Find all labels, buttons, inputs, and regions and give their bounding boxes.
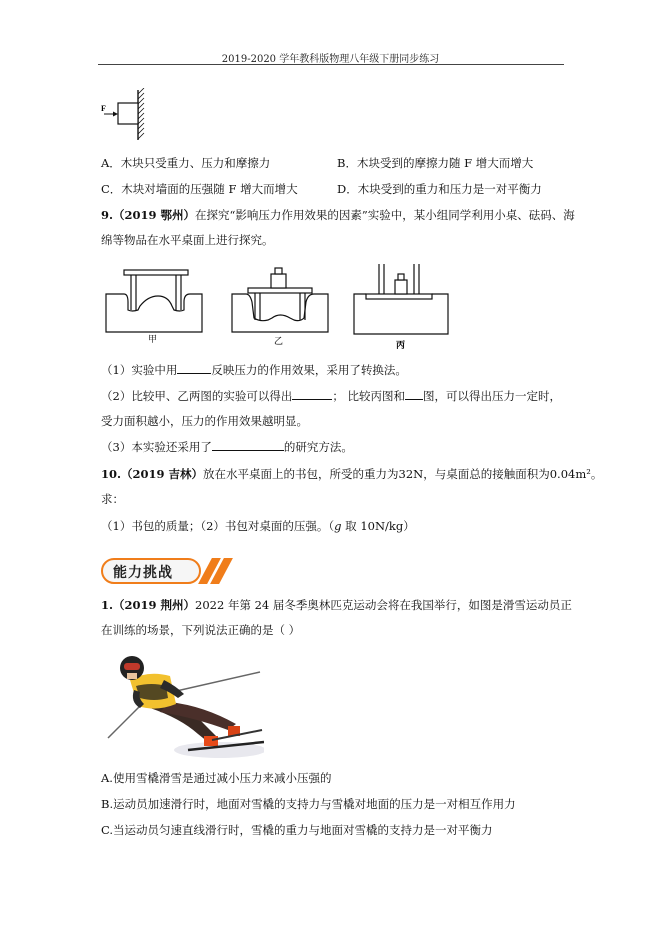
q9-source: （2019 鄂州） <box>113 208 196 222</box>
figure-label-bing: 丙 <box>396 341 406 351</box>
q8-option-b: B．木块受到的摩擦力随 F 增大而增大 <box>337 156 534 170</box>
q10-stem-line1 <box>101 466 602 482</box>
q10-text1: 放在水平桌面上的书包，所受的重力为32N，与桌面总的接触面积为0.04m²。 <box>203 467 603 481</box>
q8-option-c: C．木块对墙面的压强随 F 增大而增大 <box>101 182 298 196</box>
figure-jia <box>106 270 202 332</box>
q9-blank2 <box>292 388 332 400</box>
q9-sub3-suffix: 的研究方法。 <box>283 440 353 454</box>
q9-number: 9. <box>101 208 114 222</box>
c1-stem-line2: 在训练的场景，下列说法正确的是（ ） <box>101 623 301 637</box>
q10-sub-prefix: （1）书包的质量；（2）书包对桌面的压强。（ <box>101 519 335 533</box>
q9-sub3 <box>101 439 353 455</box>
figure-bing <box>354 264 448 334</box>
page-header: 2019-2020 学年教科版物理八年级下册同步练习 <box>221 54 440 65</box>
q9-blank4 <box>212 439 284 451</box>
header-rule <box>98 64 564 65</box>
q9-stem-line2: 绵等物品在水平桌面上进行探究。 <box>101 233 274 247</box>
section-badge <box>101 556 233 586</box>
sponge-experiment-figure <box>104 262 456 354</box>
q10-stem-line2: 求： <box>101 492 124 506</box>
q9-sub2 <box>101 388 561 404</box>
q9-sub2-line2: 受力面积越小，压力的作用效果越明显。 <box>101 414 308 428</box>
skier-photo <box>100 646 264 758</box>
q8-option-a: A．木块只受重力、压力和摩擦力 <box>101 156 271 170</box>
c1-option-a: A.使用雪橇滑雪是通过减小压力来减小压强的 <box>101 771 332 785</box>
wall-block-figure <box>96 88 158 142</box>
q9-text1: 在探究“影响压力作用效果的因素”实验中，某小组同学利用小桌、砝码、海 <box>195 208 575 222</box>
q10-subquestions <box>101 518 415 534</box>
q9-blank1 <box>177 362 211 374</box>
section-title: 能力挑战 <box>113 565 173 581</box>
q9-sub2-suffix: 图，可以得出压力一定时， <box>422 389 561 403</box>
q9-sub2-middle: ； 比较丙图和 <box>332 389 405 403</box>
figure-label-yi: 乙 <box>274 337 284 347</box>
q10-g-symbol: g <box>334 519 342 533</box>
c1-option-b: B.运动员加速滑行时，地面对雪橇的支持力与雪橇对地面的压力是一对相互作用力 <box>101 797 516 811</box>
q9-sub1-prefix: （1）实验中用 <box>101 363 178 377</box>
q9-sub1-suffix: 反映压力的作用效果，采用了转换法。 <box>211 363 407 377</box>
c1-number: 1. <box>101 598 114 612</box>
q10-number: 10. <box>101 467 122 481</box>
figure-yi <box>232 268 328 332</box>
q9-blank3 <box>405 388 423 400</box>
c1-text1: 2022 年第 24 届冬季奥林匹克运动会将在我国举行，如图是滑雪运动员正 <box>195 598 572 612</box>
q9-sub1 <box>101 362 407 378</box>
q10-source: （2019 吉林） <box>121 467 204 481</box>
q9-stem-line1 <box>101 207 575 223</box>
q8-option-d: D．木块受到的重力和压力是一对平衡力 <box>337 182 542 196</box>
figure-label-jia: 甲 <box>148 335 158 345</box>
c1-option-c: C.当运动员匀速直线滑行时，雪橇的重力与地面对雪橇的支持力是一对平衡力 <box>101 823 493 837</box>
force-label: F <box>101 104 106 113</box>
q10-sub-suffix: 取 10N/kg） <box>341 519 415 533</box>
q9-sub3-prefix: （3）本实验还采用了 <box>101 440 212 454</box>
q9-sub2-prefix: （2）比较甲、乙两图的实验可以得出 <box>101 389 293 403</box>
c1-source: （2019 荆州） <box>113 598 196 612</box>
c1-stem-line1 <box>101 597 572 613</box>
